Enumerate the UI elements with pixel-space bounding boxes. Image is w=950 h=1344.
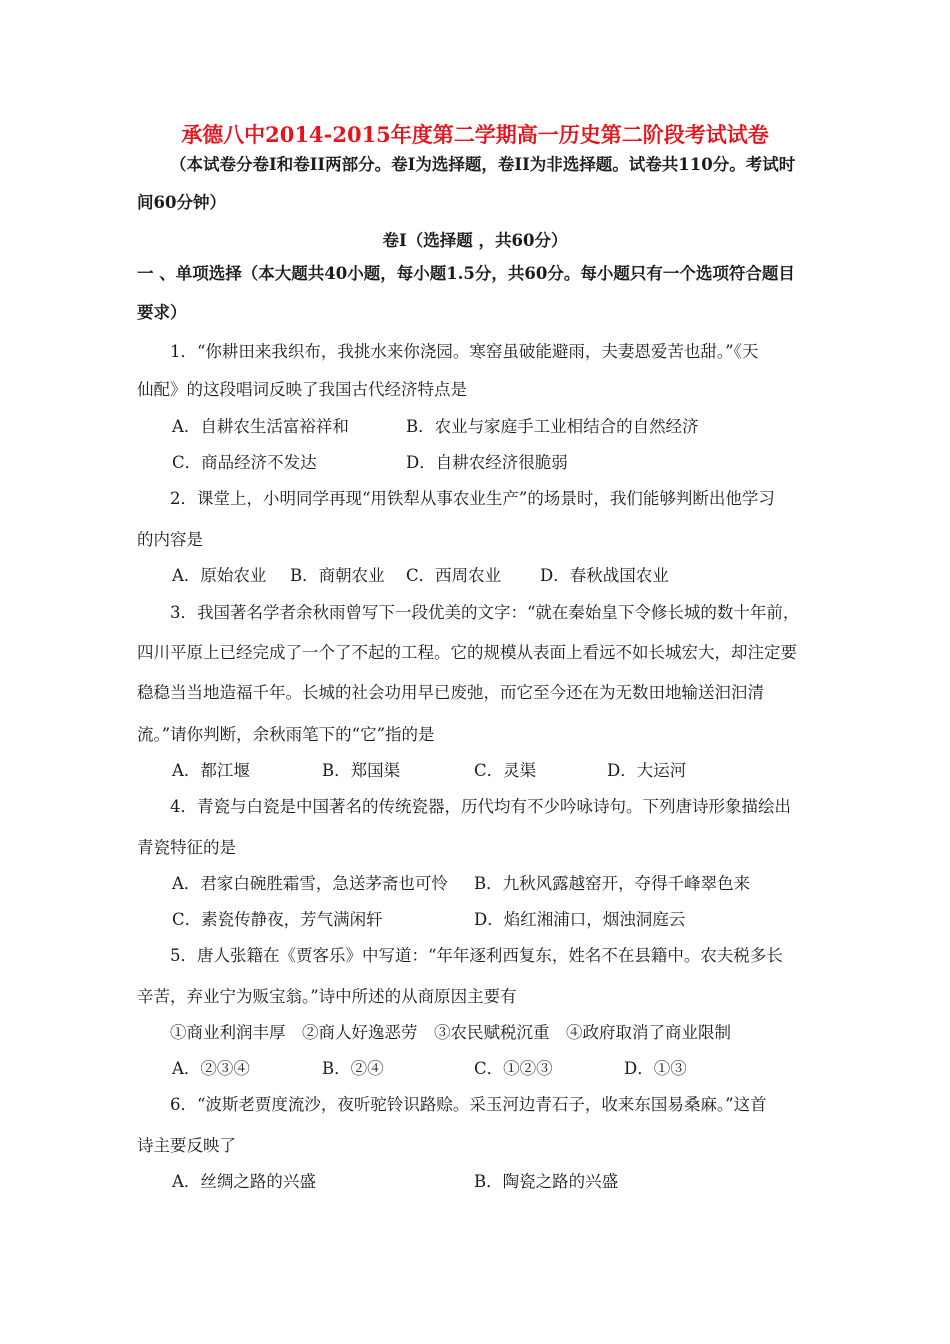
question-5-option-c: C．①②③ [474,1059,553,1078]
question-5-stem-2: 辛苦，弃业宁为贩宝翁。”诗中所述的从商原因主要有 [137,987,517,1006]
exam-title: 承德八中2014-2015年度第二学期高一历史第二阶段考试试卷 [181,122,769,147]
section-heading: 卷I（选择题 ，共60分） [382,231,568,250]
question-2-option-a: A．原始农业 [172,566,267,585]
question-2-stem-1: 2．课堂上，小明同学再现“用铁犁从事农业生产”的场景时，我们能够判断出他学习 [170,489,775,508]
question-2-stem-2: 的内容是 [137,530,203,549]
question-5-items: ①商业利润丰厚 ②商人好逸恶劳 ③农民赋税沉重 ④政府取消了商业限制 [170,1023,731,1042]
question-2-option-c: C．西周农业 [406,566,502,585]
question-1-option-b: B．农业与家庭手工业相结合的自然经济 [406,417,699,436]
question-3-stem-1: 3．我国著名学者余秋雨曾写下一段优美的文字：“就在秦始皇下令修长城的数十年前， [170,603,800,622]
question-5-option-a: A．②③④ [172,1059,250,1078]
question-3-option-a: A．都江堰 [172,761,250,780]
question-4-stem-2: 青瓷特征的是 [137,838,236,857]
question-5-option-b: B．②④ [322,1059,384,1078]
question-4-stem-1: 4．青瓷与白瓷是中国著名的传统瓷器，历代均有不少吟咏诗句。下列唐诗形象描绘出 [170,797,791,816]
question-4-option-c: C．素瓷传静夜，芳气满闲轩 [172,910,383,929]
question-3-stem-4: 流。”请你判断，余秋雨笔下的“它”指的是 [137,725,435,744]
question-1-stem-2: 仙配》的这段唱词反映了我国古代经济特点是 [137,380,467,399]
question-1-stem-1: 1．“你耕田来我织布，我挑水来你浇园。寒窑虽破能避雨，夫妻恩爱苦也甜。”《天 [170,342,759,361]
part-one-line-1: 一 、单项选择（本大题共40小题，每小题1.5分，共60分。每小题只有一个选项符合题目 [137,264,795,283]
question-5-option-d: D．①③ [624,1059,687,1078]
question-4-option-d: D．焰红湘浦口，烟浊洞庭云 [474,910,686,929]
question-2-option-b: B．商朝农业 [290,566,385,585]
question-6-option-b: B．陶瓷之路的兴盛 [474,1172,619,1191]
question-5-stem-1: 5．唐人张籍在《贾客乐》中写道：“年年逐利西复东，姓名不在县籍中。农夫税多长 [170,946,783,965]
intro-line-2: 间60分钟） [137,193,226,212]
question-4-option-a: A．君家白碗胜霜雪，急送茅斋也可怜 [172,874,448,893]
question-2-option-d: D．春秋战国农业 [540,566,669,585]
question-3-stem-3: 稳稳当当地造福千年。长城的社会功用早已废弛，而它至今还在为无数田地输送汩汩清 [137,683,764,702]
question-6-stem-1: 6．“波斯老贾度流沙，夜听驼铃识路赊。采玉河边青石子，收来东国易桑麻。”这首 [170,1095,767,1114]
question-1-option-a: A．自耕农生活富裕祥和 [172,417,349,436]
question-3-option-b: B．郑国渠 [322,761,401,780]
question-3-stem-2: 四川平原上已经完成了一个了不起的工程。它的规模从表面上看远不如长城宏大，却注定要 [137,643,797,662]
question-6-stem-2: 诗主要反映了 [137,1136,236,1155]
question-1-option-c: C．商品经济不发达 [172,453,317,472]
question-4-option-b: B．九秋风露越窑开，夺得千峰翠色来 [474,874,751,893]
question-6-option-a: A．丝绸之路的兴盛 [172,1172,316,1191]
part-one-line-2: 要求） [137,303,187,322]
question-3-option-c: C．灵渠 [474,761,537,780]
question-3-option-d: D．大运河 [607,761,687,780]
question-1-option-d: D．自耕农经济很脆弱 [406,453,568,472]
intro-line-1: （本试卷分卷I和卷II两部分。卷I为选择题，卷II为非选择题。试卷共110分。考试时 [170,155,796,174]
